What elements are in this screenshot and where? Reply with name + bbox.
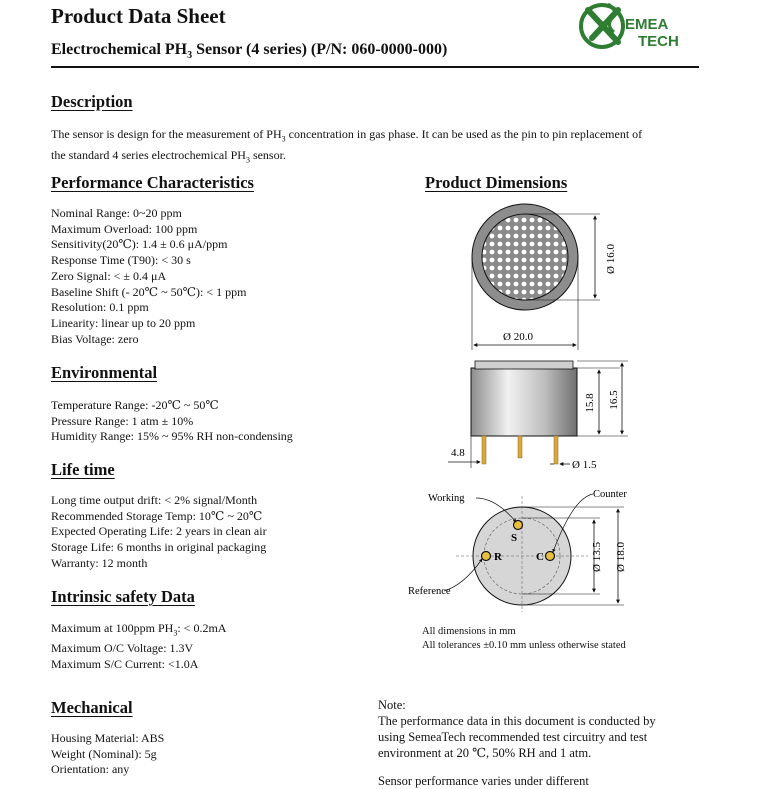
list-item: Bias Voltage: zero (51, 331, 139, 346)
top-width-label: Ø 20.0 (503, 331, 533, 343)
svg-text:EMEA: EMEA (625, 16, 669, 33)
list-item: Zero Signal: < ± 0.4 μA (51, 268, 167, 283)
environmental-list (51, 398, 293, 445)
pin-c-label: C (536, 551, 544, 563)
top-view-drawing (472, 204, 600, 350)
working-label: Working (428, 493, 465, 504)
list-item: Expected Operating Life: 2 years in clean air (51, 524, 267, 539)
dimensions-heading: Product Dimensions (425, 173, 568, 192)
header-divider (51, 66, 699, 68)
dimension-drawings (400, 200, 700, 660)
performance-list (51, 206, 246, 347)
note-block: Note: The performance data in this document is conducted by using SemeaTech recommended test circuitry and test environment at 20 ℃, 50% RH and 1 atm. Sensor performance varies under different (378, 698, 656, 788)
list-item: Pressure Range: 1 atm ± 10% (51, 413, 194, 428)
side-total-label: 16.5 (608, 390, 620, 410)
lifetime-heading: Life time (51, 460, 115, 479)
side-view-drawing (448, 361, 628, 468)
list-item: Baseline Shift (- 20℃ ~ 50℃): < 1 ppm (51, 284, 247, 299)
list-item: Maximum S/C Current: <1.0A (51, 656, 199, 671)
safety-list (51, 621, 226, 673)
lifetime-list (51, 493, 267, 572)
list-item: Warranty: 12 month (51, 555, 148, 570)
pin-s-label: S (511, 532, 518, 544)
list-item: Weight (Nominal): 5g (51, 746, 157, 761)
mechanical-list (51, 731, 164, 778)
mechanical-heading: Mechanical (51, 698, 133, 717)
side-body-label: 15.8 (584, 393, 596, 413)
list-item: Resolution: 0.1 ppm (51, 300, 149, 315)
safety-heading: Intrinsic safety Data (51, 587, 195, 606)
list-item: Response Time (T90): < 30 s (51, 253, 191, 268)
bottom-inner-label: Ø 13.5 (591, 542, 603, 572)
list-item: Housing Material: ABS (51, 731, 165, 745)
top-height-label: Ø 16.0 (605, 244, 617, 274)
pin-offset-label: 4.8 (451, 447, 465, 459)
list-item: Storage Life: 6 months in original packaging (51, 540, 267, 555)
description-text: The sensor is design for the measurement of $PH_3$ concentration in gas phase. It can be used as the pin to pin replacement of the standard 4 series electrochemical $PH_3$ sensor. (51, 127, 643, 165)
page-title: Product Data Sheet (51, 4, 226, 28)
list-item: Orientation: any (51, 762, 130, 777)
list-item: Long time output drift: < 2% signal/Month (51, 493, 258, 507)
description-heading: Description (51, 92, 133, 111)
environmental-heading: Environmental (51, 363, 158, 382)
list-item: Sensitivity(20℃): 1.4 ± 0.6 μA/ppm (51, 237, 228, 252)
pin-r-label: R (494, 551, 502, 563)
dimensions-caption: All dimensions in mm All tolerances ±0.10 mm unless otherwise stated (422, 626, 626, 651)
svg-text:TECH: TECH (638, 33, 679, 50)
list-item: Linearity: linear up to 20 ppm (51, 315, 196, 330)
list-item: Nominal Range: 0~20 ppm (51, 206, 182, 220)
counter-label: Counter (593, 489, 627, 500)
pin-diameter-label: Ø 1.5 (572, 459, 597, 471)
bottom-outer-label: Ø 18.0 (615, 542, 627, 572)
list-item: Maximum at 100ppm $PH_3$: < 0.2mA (51, 621, 227, 638)
list-item: Maximum Overload: 100 ppm (51, 221, 198, 236)
list-item: Recommended Storage Temp: 10℃ ~ 20℃ (51, 508, 263, 523)
list-item: Maximum O/C Voltage: 1.3V (51, 641, 194, 656)
page-subtitle: Electrochemical $PH_3$ Sensor (4 series) (P/N: 060-0000-000) (51, 41, 448, 62)
list-item: Temperature Range: -20℃ ~ 50℃ (51, 398, 219, 412)
reference-label: Reference (408, 586, 451, 597)
performance-heading: Performance Characteristics (51, 173, 254, 192)
semeatech-logo (578, 0, 708, 54)
list-item: Humidity Range: 15% ~ 95% RH non-condensing (51, 429, 293, 444)
